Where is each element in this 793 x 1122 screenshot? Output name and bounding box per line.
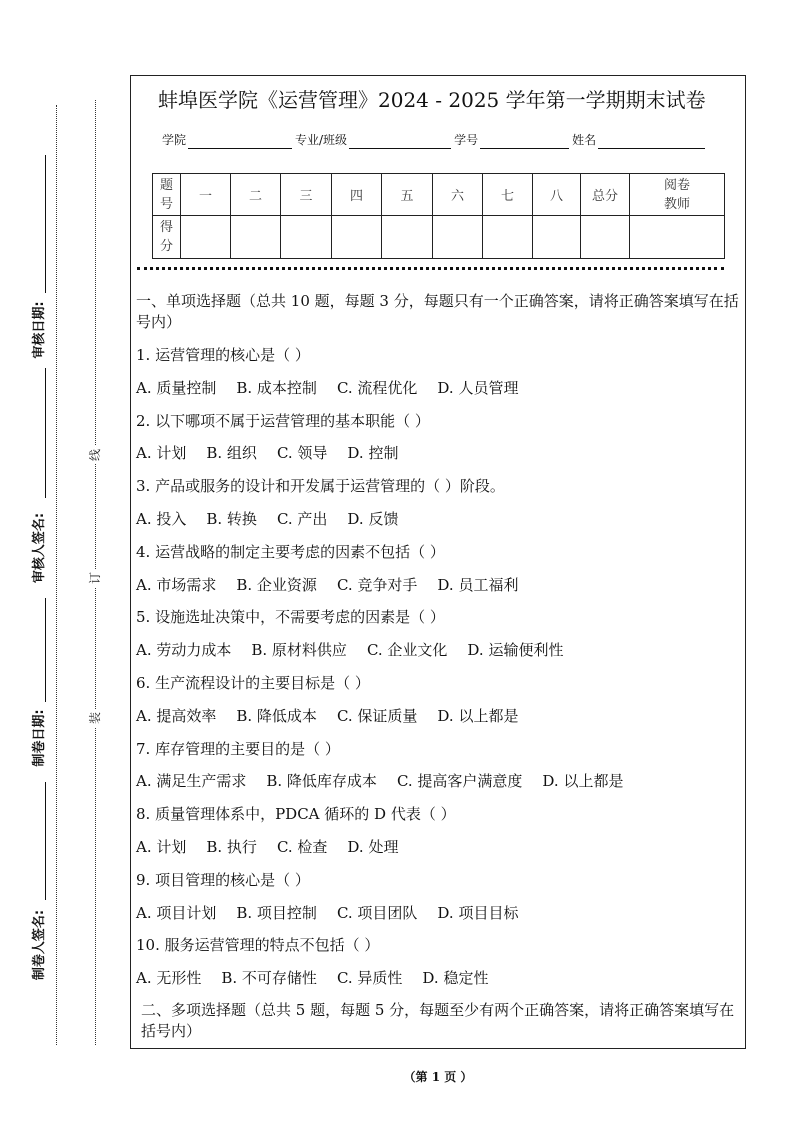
- question-4-options: [136, 574, 538, 596]
- option-c: C. 领导: [276, 444, 328, 463]
- score-label: 得分: [159, 220, 173, 254]
- option-b: B. 执行: [206, 838, 257, 856]
- score-cell-grader: [630, 216, 725, 259]
- binding-dotted-line-outer: [56, 105, 57, 1045]
- question-7: 7. 库存管理的主要目的是（ ）: [136, 739, 340, 758]
- field-label-college: 学院: [162, 133, 187, 147]
- score-table: [152, 173, 725, 259]
- score-cell: [181, 216, 231, 259]
- field-blank-student-id: [480, 134, 569, 149]
- option-b: B. 企业资源: [236, 575, 317, 594]
- question-5-options: [136, 639, 583, 661]
- column-header: 一: [181, 174, 231, 216]
- reviewer-signature-label: 审核人签名:: [32, 512, 47, 584]
- option-c: C. 检查: [276, 838, 328, 856]
- page-number: （第 1 页 ）: [403, 1070, 473, 1084]
- option-d: D. 项目目标: [437, 903, 519, 922]
- score-cell: [231, 216, 281, 259]
- section1-heading: 一、单项选择题（总共 10 题，每题 3 分，每题只有一个正确答案，请将正确答案填写在括号内）: [136, 292, 739, 331]
- option-a: A. 提高效率: [136, 706, 217, 725]
- option-b: B. 转换: [206, 510, 257, 528]
- paper-maker-signature-label: 制卷人签名:: [32, 909, 47, 981]
- section2-heading: 二、多项选择题（总共 5 题，每题 5 分，每题至少有两个正确答案，请将正确答案填写在括号内）: [141, 1001, 735, 1040]
- question-9-options: [136, 902, 538, 924]
- question-2: 2. 以下哪项不属于运营管理的基本职能（ ）: [136, 411, 430, 430]
- binding-mark-bind: 装: [86, 709, 104, 727]
- option-c: C. 提高客户满意度: [396, 772, 523, 791]
- option-a: A. 计划: [136, 838, 187, 856]
- field-label-student-id: 学号: [454, 133, 479, 147]
- option-c: C. 项目团队: [336, 903, 418, 922]
- column-header: 八: [533, 174, 581, 216]
- option-c: C. 产出: [276, 510, 328, 528]
- option-b: B. 不可存储性: [221, 969, 317, 988]
- option-b: B. 原材料供应: [251, 641, 347, 660]
- question-4: 4. 运营战略的制定主要考虑的因素不包括（ ）: [136, 542, 445, 561]
- exam-title: 蚌埠医学院《运营管理》2024 - 2025 学年第一学期期末试卷: [158, 88, 706, 112]
- option-d: D. 处理: [347, 838, 399, 856]
- question-2-options: [136, 442, 418, 464]
- column-header: 五: [382, 174, 433, 216]
- question-6-options: [136, 705, 538, 727]
- column-header-total: 总分: [581, 174, 630, 216]
- option-d: D. 运输便利性: [467, 641, 564, 660]
- option-d: D. 人员管理: [437, 378, 519, 397]
- option-a: A. 计划: [136, 444, 187, 463]
- option-b: B. 降低库存成本: [266, 772, 377, 791]
- question-5: 5. 设施选址决策中，不需要考虑的因素是（ ）: [136, 608, 445, 627]
- question-1: 1. 运营管理的核心是（ ）: [136, 346, 310, 364]
- paper-date-label: 制卷日期:: [32, 709, 47, 767]
- review-date-label: 审核日期:: [32, 301, 47, 359]
- option-d: D. 反馈: [347, 510, 399, 528]
- option-b: B. 组织: [206, 444, 257, 463]
- question-8-options: [136, 836, 418, 858]
- option-d: D. 员工福利: [437, 575, 519, 594]
- question-9: 9. 项目管理的核心是（ ）: [136, 870, 310, 889]
- column-header: 六: [433, 174, 483, 216]
- score-table-row-label: [153, 174, 181, 216]
- option-c: C. 流程优化: [336, 378, 418, 397]
- score-cell: [382, 216, 433, 259]
- score-cell-total: [581, 216, 630, 259]
- option-a: A. 项目计划: [136, 903, 217, 922]
- option-a: A. 无形性: [136, 969, 202, 988]
- field-blank-name: [598, 134, 705, 149]
- score-cell: [433, 216, 483, 259]
- option-d: D. 控制: [347, 444, 399, 463]
- option-a: A. 满足生产需求: [136, 772, 247, 791]
- question-10-options: [136, 967, 508, 989]
- question-1-options: [136, 377, 538, 399]
- column-header: 七: [483, 174, 533, 216]
- binding-mark-staple: 订: [86, 569, 104, 587]
- score-cell: [332, 216, 382, 259]
- option-d: D. 以上都是: [437, 706, 519, 725]
- score-table-row-label: [153, 216, 181, 259]
- option-a: A. 质量控制: [136, 378, 217, 397]
- option-a: A. 劳动力成本: [136, 641, 232, 660]
- dotted-separator: [137, 267, 724, 270]
- grader-label: 阅卷教师: [663, 177, 690, 212]
- field-blank-college: [188, 134, 292, 149]
- option-c: C. 企业文化: [366, 641, 448, 660]
- question-number-label: 题号: [159, 177, 173, 212]
- option-c: C. 异质性: [336, 969, 403, 988]
- field-label-name: 姓名: [572, 133, 597, 147]
- score-cell: [281, 216, 332, 259]
- score-table-score-row: [153, 216, 725, 259]
- option-b: B. 成本控制: [236, 378, 317, 397]
- paper-maker-signature-line: [45, 782, 46, 900]
- score-table-header-row: [153, 174, 725, 216]
- option-a: A. 市场需求: [136, 575, 217, 594]
- option-d: D. 以上都是: [542, 772, 624, 791]
- column-header: 四: [332, 174, 382, 216]
- question-10: 10. 服务运营管理的特点不包括（ ）: [136, 936, 380, 955]
- column-header: 二: [231, 174, 281, 216]
- binding-mark-line: 线: [86, 446, 104, 464]
- question-7-options: [136, 770, 643, 792]
- field-label-major-class: 专业/班级: [295, 133, 348, 147]
- score-cell: [533, 216, 581, 259]
- column-header: 三: [281, 174, 332, 216]
- option-a: A. 投入: [136, 510, 187, 528]
- option-d: D. 稳定性: [422, 969, 489, 988]
- field-blank-major-class: [349, 134, 451, 149]
- question-8: 8. 质量管理体系中，PDCA 循环的 D 代表（ ）: [136, 805, 456, 824]
- option-c: C. 竞争对手: [336, 575, 418, 594]
- student-info-line: [162, 131, 708, 149]
- option-b: B. 项目控制: [236, 903, 317, 922]
- column-header-grader: [630, 174, 725, 216]
- question-3-options: [136, 508, 418, 530]
- option-b: B. 降低成本: [236, 706, 317, 725]
- question-3: 3. 产品或服务的设计和开发属于运营管理的（ ）阶段。: [136, 477, 505, 496]
- score-cell: [483, 216, 533, 259]
- option-c: C. 保证质量: [336, 706, 418, 725]
- question-6: 6. 生产流程设计的主要目标是（ ）: [136, 674, 370, 692]
